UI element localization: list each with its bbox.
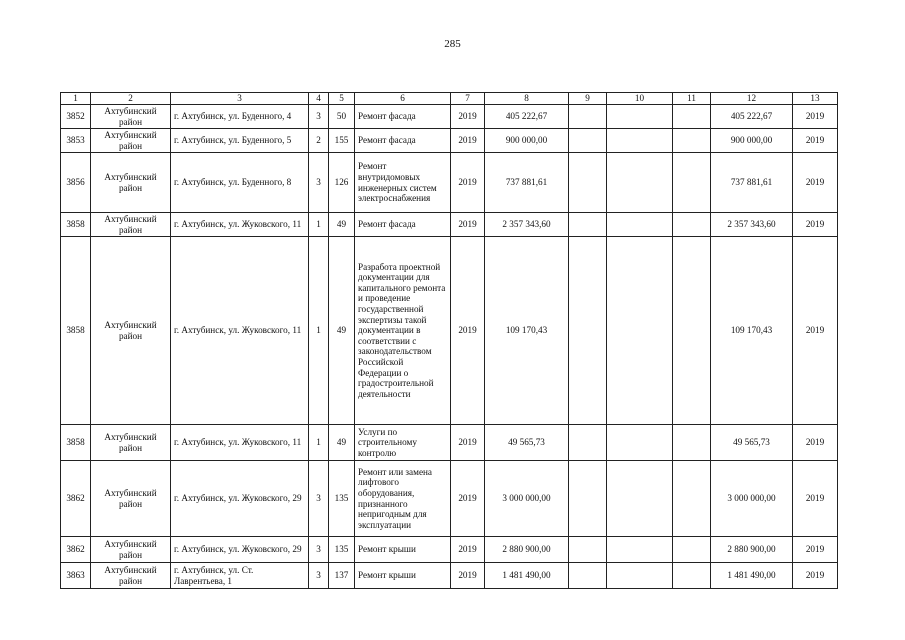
header-cell-1: 1 (61, 93, 91, 105)
col9-cell (569, 237, 607, 425)
amount-cell: 737 881,61 (485, 153, 569, 213)
table-row (61, 461, 838, 537)
table-row (61, 563, 838, 589)
col4-cell: 3 (309, 537, 329, 563)
address-cell: г. Ахтубинск, ул. Буденного, 8 (171, 153, 309, 213)
capital-repair-table (60, 92, 838, 589)
col10-cell (607, 129, 673, 153)
col5-cell: 155 (329, 129, 355, 153)
district-cell: Ахтубинский район (91, 537, 171, 563)
header-cell-13: 13 (793, 93, 838, 105)
year-cell: 2019 (451, 129, 485, 153)
address-cell: г. Ахтубинск, ул. Жуковского, 11 (171, 425, 309, 461)
table-row (61, 129, 838, 153)
col5-cell: 135 (329, 537, 355, 563)
row-number: 3862 (61, 461, 91, 537)
total-cell: 109 170,43 (711, 237, 793, 425)
year-cell: 2019 (451, 237, 485, 425)
district-cell: Ахтубинский район (91, 237, 171, 425)
year-cell: 2019 (451, 105, 485, 129)
col9-cell (569, 537, 607, 563)
work-type-cell: Ремонт фасада (355, 129, 451, 153)
amount-cell: 49 565,73 (485, 425, 569, 461)
header-cell-12: 12 (711, 93, 793, 105)
col9-cell (569, 105, 607, 129)
col11-cell (673, 129, 711, 153)
year-cell: 2019 (451, 153, 485, 213)
col10-cell (607, 537, 673, 563)
work-type-cell: Ремонт внутридомовых инженерных систем электроснабжения (355, 153, 451, 213)
amount-cell: 2 357 343,60 (485, 213, 569, 237)
col9-cell (569, 129, 607, 153)
amount-cell: 900 000,00 (485, 129, 569, 153)
page-number: 285 (444, 38, 461, 50)
row-number: 3858 (61, 425, 91, 461)
col10-cell (607, 237, 673, 425)
total-cell: 2 880 900,00 (711, 537, 793, 563)
amount-cell: 2 880 900,00 (485, 537, 569, 563)
col5-cell: 135 (329, 461, 355, 537)
col10-cell (607, 461, 673, 537)
col10-cell (607, 563, 673, 589)
header-cell-11: 11 (673, 93, 711, 105)
address-cell: г. Ахтубинск, ул. Жуковского, 29 (171, 537, 309, 563)
table-row (61, 105, 838, 129)
header-cell-5: 5 (329, 93, 355, 105)
row-number: 3853 (61, 129, 91, 153)
col5-cell: 137 (329, 563, 355, 589)
amount-cell: 405 222,67 (485, 105, 569, 129)
row-number: 3858 (61, 237, 91, 425)
work-type-cell: Ремонт фасада (355, 213, 451, 237)
row-number: 3863 (61, 563, 91, 589)
district-cell: Ахтубинский район (91, 563, 171, 589)
col11-cell (673, 105, 711, 129)
col5-cell: 49 (329, 213, 355, 237)
col4-cell: 2 (309, 129, 329, 153)
row-number: 3856 (61, 153, 91, 213)
col4-cell: 1 (309, 237, 329, 425)
address-cell: г. Ахтубинск, ул. Ст. Лаврентьева, 1 (171, 563, 309, 589)
district-cell: Ахтубинский район (91, 105, 171, 129)
address-cell: г. Ахтубинск, ул. Жуковского, 11 (171, 213, 309, 237)
col11-cell (673, 153, 711, 213)
col11-cell (673, 563, 711, 589)
end-year-cell: 2019 (793, 237, 838, 425)
year-cell: 2019 (451, 425, 485, 461)
total-cell: 3 000 000,00 (711, 461, 793, 537)
table-body (61, 105, 838, 589)
end-year-cell: 2019 (793, 461, 838, 537)
work-type-cell: Услуги по строительному контролю (355, 425, 451, 461)
header-cell-3: 3 (171, 93, 309, 105)
header-row (61, 93, 838, 105)
col4-cell: 3 (309, 461, 329, 537)
col4-cell: 1 (309, 425, 329, 461)
address-cell: г. Ахтубинск, ул. Буденного, 5 (171, 129, 309, 153)
header-cell-2: 2 (91, 93, 171, 105)
end-year-cell: 2019 (793, 425, 838, 461)
year-cell: 2019 (451, 213, 485, 237)
header-cell-4: 4 (309, 93, 329, 105)
row-number: 3862 (61, 537, 91, 563)
year-cell: 2019 (451, 563, 485, 589)
col5-cell: 126 (329, 153, 355, 213)
col10-cell (607, 213, 673, 237)
col11-cell (673, 537, 711, 563)
work-type-cell: Ремонт крыши (355, 563, 451, 589)
col9-cell (569, 213, 607, 237)
work-type-cell: Ремонт или замена лифтового оборудования, признанного непригодным для эксплуатации (355, 461, 451, 537)
header-cell-10: 10 (607, 93, 673, 105)
table-header (61, 93, 838, 105)
amount-cell: 109 170,43 (485, 237, 569, 425)
col5-cell: 49 (329, 237, 355, 425)
row-number: 3852 (61, 105, 91, 129)
address-cell: г. Ахтубинск, ул. Жуковского, 29 (171, 461, 309, 537)
col11-cell (673, 461, 711, 537)
district-cell: Ахтубинский район (91, 153, 171, 213)
row-number: 3858 (61, 213, 91, 237)
col9-cell (569, 461, 607, 537)
year-cell: 2019 (451, 461, 485, 537)
address-cell: г. Ахтубинск, ул. Жуковского, 11 (171, 237, 309, 425)
end-year-cell: 2019 (793, 537, 838, 563)
table-row (61, 237, 838, 425)
col11-cell (673, 213, 711, 237)
total-cell: 405 222,67 (711, 105, 793, 129)
col4-cell: 3 (309, 105, 329, 129)
total-cell: 2 357 343,60 (711, 213, 793, 237)
col9-cell (569, 563, 607, 589)
table-row (61, 213, 838, 237)
col9-cell (569, 153, 607, 213)
header-cell-7: 7 (451, 93, 485, 105)
work-type-cell: Разработа проектной документации для капитального ремонта и проведение государственной экспертизы такой документации в соответствии с законодательством Российской Федерации о градостроительной деятельности (355, 237, 451, 425)
col10-cell (607, 105, 673, 129)
col11-cell (673, 425, 711, 461)
end-year-cell: 2019 (793, 563, 838, 589)
work-type-cell: Ремонт крыши (355, 537, 451, 563)
amount-cell: 1 481 490,00 (485, 563, 569, 589)
end-year-cell: 2019 (793, 213, 838, 237)
col5-cell: 50 (329, 105, 355, 129)
col9-cell (569, 425, 607, 461)
col4-cell: 3 (309, 563, 329, 589)
amount-cell: 3 000 000,00 (485, 461, 569, 537)
total-cell: 737 881,61 (711, 153, 793, 213)
district-cell: Ахтубинский район (91, 213, 171, 237)
total-cell: 900 000,00 (711, 129, 793, 153)
district-cell: Ахтубинский район (91, 425, 171, 461)
col5-cell: 49 (329, 425, 355, 461)
total-cell: 1 481 490,00 (711, 563, 793, 589)
total-cell: 49 565,73 (711, 425, 793, 461)
address-cell: г. Ахтубинск, ул. Буденного, 4 (171, 105, 309, 129)
work-type-cell: Ремонт фасада (355, 105, 451, 129)
district-cell: Ахтубинский район (91, 129, 171, 153)
header-cell-9: 9 (569, 93, 607, 105)
district-cell: Ахтубинский район (91, 461, 171, 537)
table-row (61, 537, 838, 563)
col10-cell (607, 425, 673, 461)
header-cell-6: 6 (355, 93, 451, 105)
col11-cell (673, 237, 711, 425)
end-year-cell: 2019 (793, 153, 838, 213)
table-row (61, 425, 838, 461)
col10-cell (607, 153, 673, 213)
col4-cell: 3 (309, 153, 329, 213)
end-year-cell: 2019 (793, 105, 838, 129)
col4-cell: 1 (309, 213, 329, 237)
table-row (61, 153, 838, 213)
end-year-cell: 2019 (793, 129, 838, 153)
header-cell-8: 8 (485, 93, 569, 105)
year-cell: 2019 (451, 537, 485, 563)
